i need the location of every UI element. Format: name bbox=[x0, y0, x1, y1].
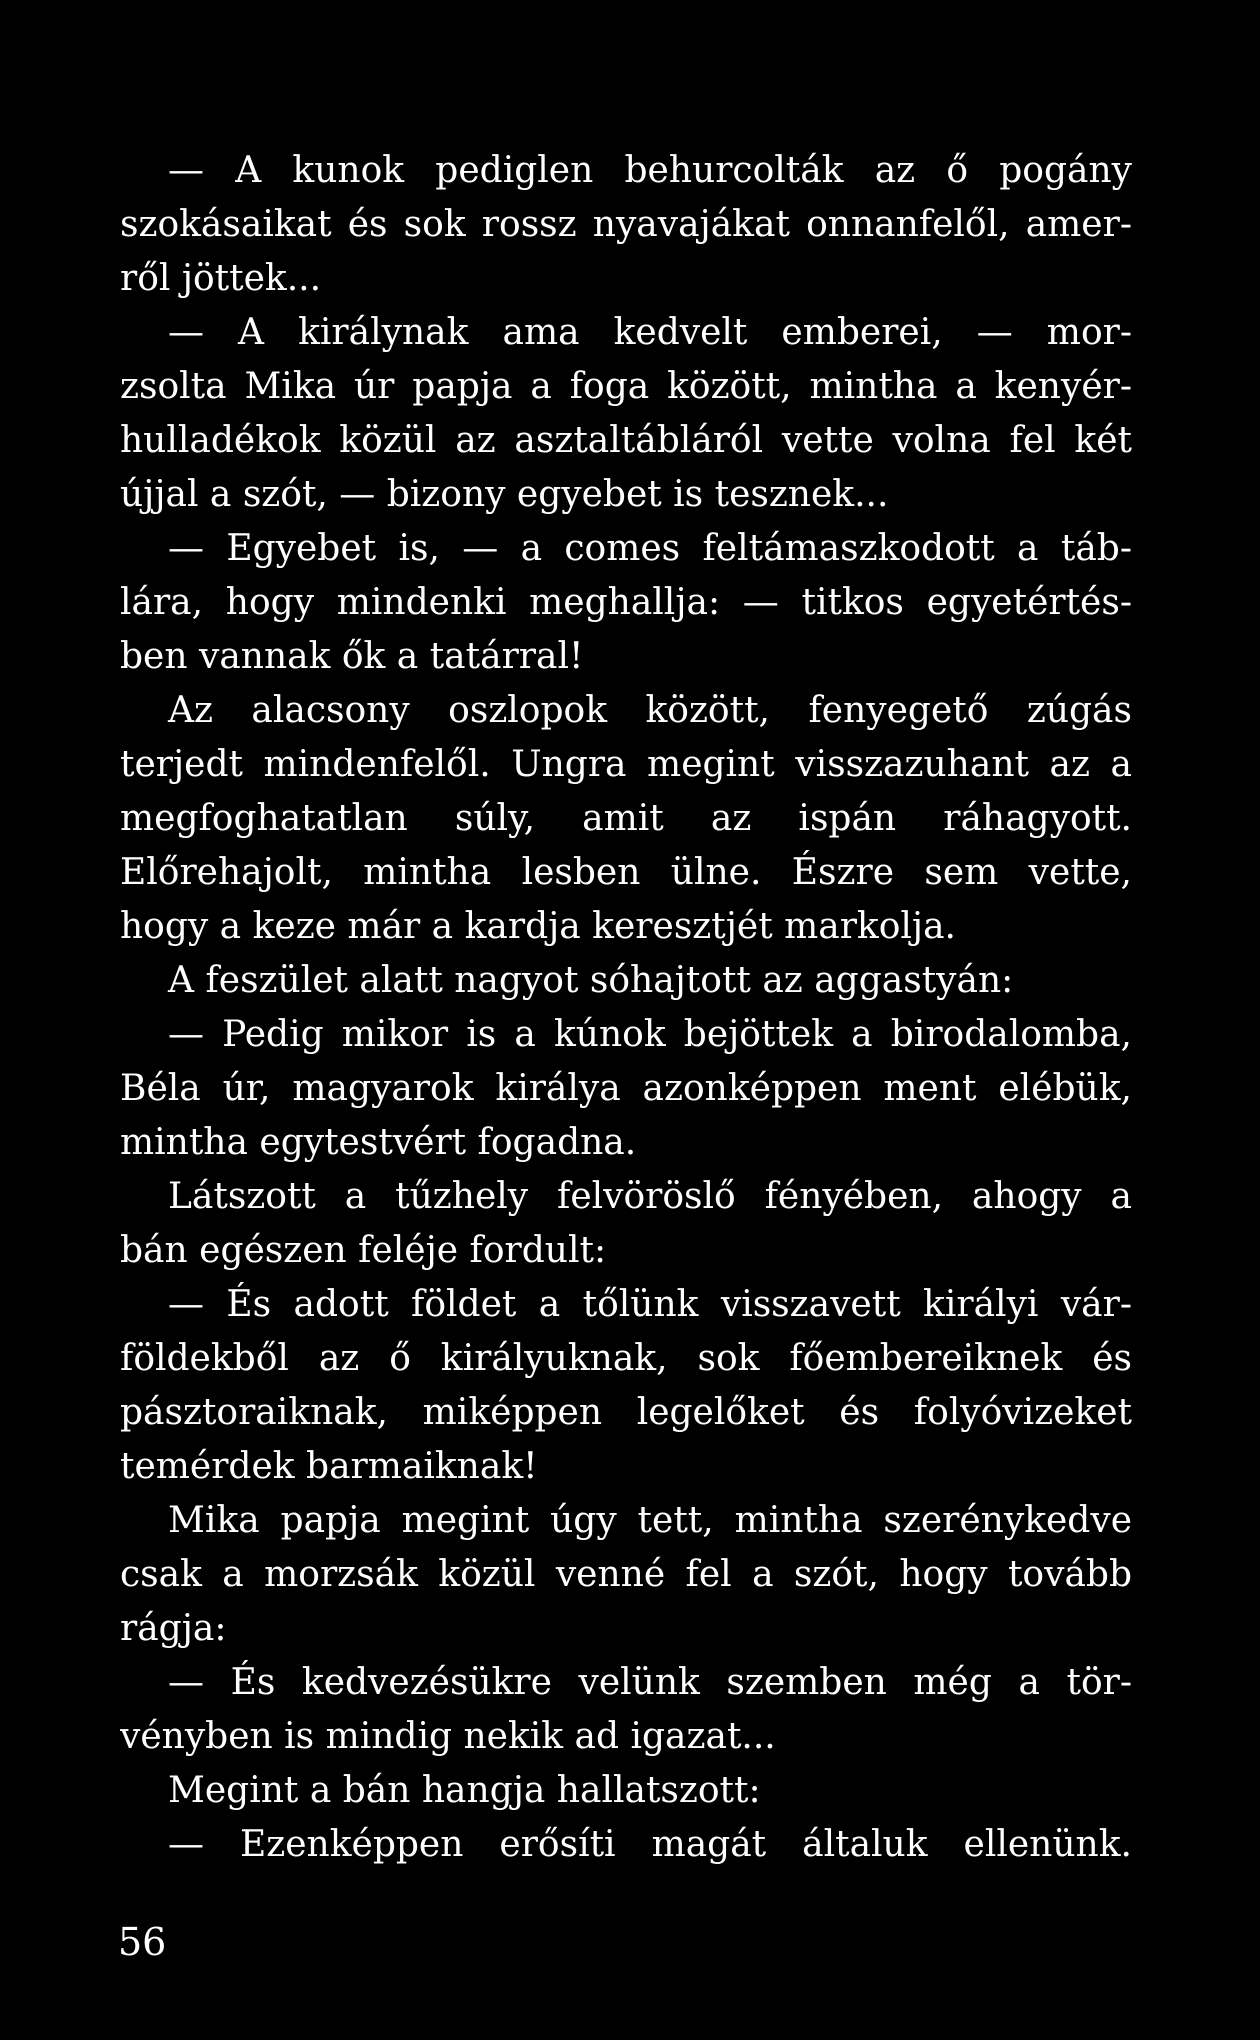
text-line: hulladékok közül az asztaltábláról vette volna fel két bbox=[120, 420, 1132, 461]
text-line: — Egyebet is, — a comes feltámaszkodott a táb- bbox=[168, 528, 1132, 569]
text-line: bán egészen feléje fordult: bbox=[120, 1230, 607, 1271]
text-line: terjedt mindenfelől. Ungra megint visszazuhant az a bbox=[120, 744, 1132, 785]
text-line: megfoghatatlan súly, amit az ispán ráhagyott. bbox=[120, 798, 1132, 839]
text-line: Az alacsony oszlopok között, fenyegető zúgás bbox=[168, 690, 1132, 731]
text-line: ről jöttek... bbox=[120, 258, 322, 299]
text-line: mintha egytestvért fogadna. bbox=[120, 1122, 637, 1163]
text-line: temérdek barmaiknak! bbox=[120, 1446, 538, 1487]
text-line: lára, hogy mindenki meghallja: — titkos egyetértés- bbox=[120, 582, 1132, 623]
text-line: vényben is mindig nekik ad igazat... bbox=[120, 1716, 776, 1757]
text-line: Előrehajolt, mintha lesben ülne. Észre sem vette, bbox=[120, 852, 1132, 893]
book-page-text bbox=[120, 144, 1132, 1904]
text-line: Mika papja megint úgy tett, mintha szerénykedve bbox=[168, 1500, 1132, 1541]
text-line: pásztoraiknak, miképpen legelőket és folyóvizeket bbox=[120, 1392, 1132, 1433]
text-line: — És kedvezésükre velünk szemben még a tör- bbox=[168, 1662, 1132, 1703]
text-line: Megint a bán hangja hallatszott: bbox=[168, 1770, 761, 1811]
text-line: — A kunok pediglen behurcolták az ő pogány bbox=[168, 150, 1132, 191]
text-line: — Pedig mikor is a kúnok bejöttek a birodalomba, bbox=[168, 1014, 1132, 1055]
text-line: — És adott földet a tőlünk visszavett királyi vár- bbox=[168, 1284, 1132, 1325]
text-line: újjal a szót, — bizony egyebet is tesznek... bbox=[120, 474, 889, 515]
text-line: Látszott a tűzhely felvöröslő fényében, ahogy a bbox=[168, 1176, 1132, 1217]
text-line: szokásaikat és sok rossz nyavajákat onnanfelől, amer- bbox=[120, 204, 1132, 245]
text-line: — A királynak ama kedvelt emberei, — mor- bbox=[168, 312, 1132, 353]
text-line: zsolta Mika úr papja a foga között, mintha a kenyér- bbox=[120, 366, 1132, 407]
text-line: hogy a keze már a kardja keresztjét markolja. bbox=[120, 906, 956, 947]
text-line: — Ezenképpen erősíti magát általuk ellenünk. bbox=[168, 1824, 1132, 1865]
page-number: 56 bbox=[118, 1920, 167, 1964]
text-line: ben vannak ők a tatárral! bbox=[120, 636, 584, 677]
text-line: Béla úr, magyarok királya azonképpen ment elébük, bbox=[120, 1068, 1132, 1109]
text-line: A feszület alatt nagyot sóhajtott az aggastyán: bbox=[168, 960, 1014, 1001]
text-line: csak a morzsák közül venné fel a szót, hogy tovább bbox=[120, 1554, 1132, 1595]
text-line: rágja: bbox=[120, 1608, 227, 1649]
text-line: földekből az ő királyuknak, sok főembereiknek és bbox=[120, 1338, 1132, 1379]
